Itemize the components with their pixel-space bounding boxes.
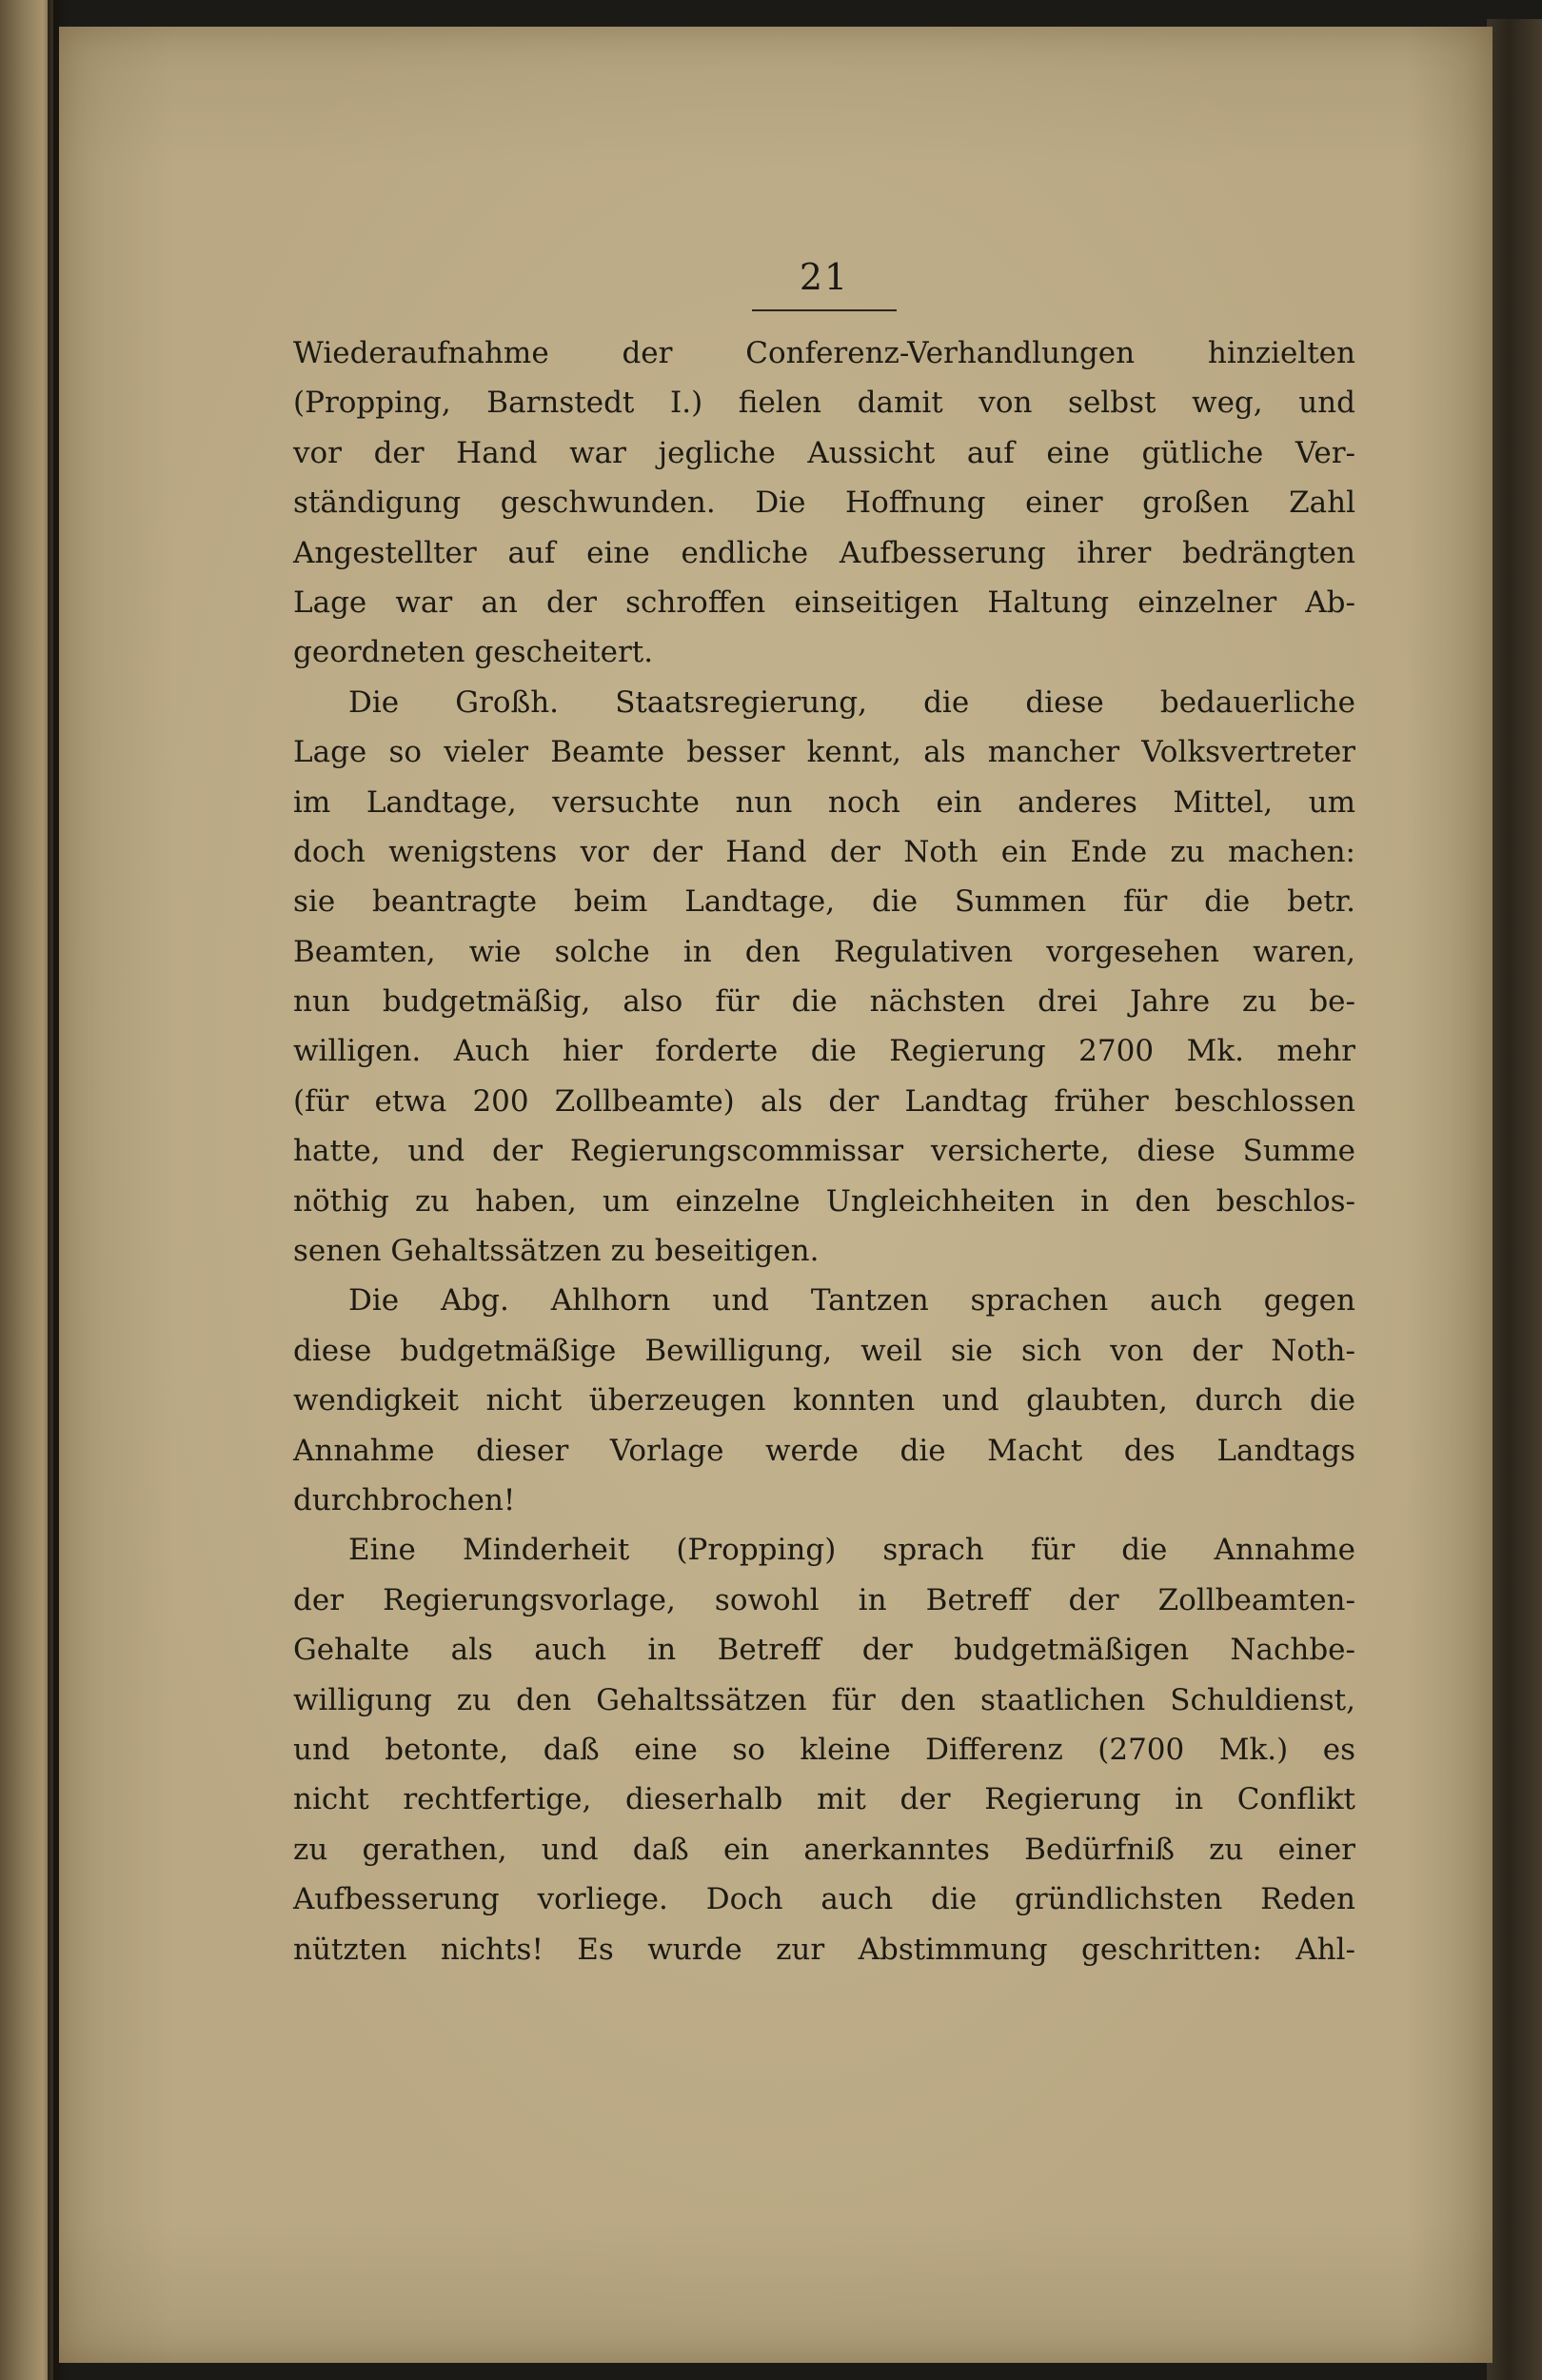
- page-header: [293, 250, 1355, 315]
- page-number: 21: [799, 256, 850, 298]
- page-sheet: [59, 27, 1493, 2363]
- text-line: Aufbesserung vorliege. Doch auch die gründlichsten Reden: [293, 1882, 1355, 1917]
- text-line: hatte, und der Regierungscommissar versicherte, diese Summe: [293, 1134, 1355, 1169]
- text-line: nöthig zu haben, um einzelne Ungleichheiten in den beschlos-: [293, 1183, 1355, 1219]
- text-line: Lage war an der schroffen einseitigen Haltung einzelner Ab-: [293, 585, 1355, 620]
- text-line: (für etwa 200 Zollbeamte) als der Landtag früher beschlossen: [293, 1083, 1355, 1119]
- text-line: nun budgetmäßig, also für die nächsten drei Jahre zu be-: [293, 984, 1355, 1020]
- text-line: Wiederaufnahme der Conferenz-Verhandlungen hinzielten: [293, 336, 1355, 370]
- text-line: doch wenigstens vor der Hand der Noth ein Ende zu machen:: [293, 834, 1355, 869]
- text-line: Annahme dieser Vorlage werde die Macht des Landtags: [293, 1433, 1355, 1468]
- text-line: der Regierungsvorlage, sowohl in Betreff der Zollbeamten-: [293, 1582, 1355, 1617]
- text-line: durchbrochen!: [293, 1482, 516, 1517]
- text-line: willigung zu den Gehaltssätzen für den staatlichen Schuldienst,: [293, 1682, 1355, 1717]
- text-line: Lage so vieler Beamte besser kennt, als mancher Volksvertreter: [293, 735, 1355, 770]
- text-line: Angestellter auf eine endliche Aufbesserung ihrer bedrängten: [293, 535, 1355, 570]
- text-line: Die Abg. Ahlhorn und Tantzen sprachen auch gegen: [348, 1283, 1355, 1319]
- text-line: und betonte, daß eine so kleine Differenz (2700 Mk.) es: [293, 1732, 1355, 1767]
- text-line: nützten nichts! Es wurde zur Abstimmung geschritten: Ahl-: [293, 1932, 1355, 1967]
- text-line: wendigkeit nicht überzeugen konnten und glaubten, durch die: [293, 1383, 1355, 1418]
- text-line: Eine Minderheit (Propping) sprach für die Annahme: [348, 1533, 1355, 1568]
- text-line: im Landtage, versuchte nun noch ein anderes Mittel, um: [293, 784, 1355, 820]
- text-line: Beamten, wie solche in den Regulativen vorgesehen waren,: [293, 934, 1355, 969]
- text-line: zu gerathen, und daß ein anerkanntes Bedürfniß zu einer: [293, 1832, 1355, 1867]
- text-line: willigen. Auch hier forderte die Regierung 2700 Mk. mehr: [293, 1034, 1355, 1069]
- book-cover-edge: [1487, 19, 1542, 2380]
- text-line: vor der Hand war jegliche Aussicht auf eine gütliche Ver-: [293, 435, 1355, 470]
- text-line: sie beantragte beim Landtage, die Summen für die betr.: [293, 884, 1355, 920]
- text-line: Die Großh. Staatsregierung, die diese bedauerliche: [348, 684, 1355, 720]
- text-line: nicht rechtfertige, dieserhalb mit der Regierung in Conflikt: [293, 1782, 1355, 1817]
- text-line: senen Gehaltssätzen zu beseitigen.: [293, 1234, 820, 1269]
- text-line: (Propping, Barnstedt I.) fielen damit von selbst weg, und: [293, 386, 1355, 421]
- header-rule: [752, 309, 897, 311]
- text-line: geordneten gescheitert.: [293, 635, 654, 670]
- text-line: diese budgetmäßige Bewilligung, weil sie sich von der Noth-: [293, 1333, 1355, 1368]
- text-line: Gehalte als auch in Betreff der budgetmäßigen Nachbe-: [293, 1633, 1355, 1668]
- text-line: ständigung geschwunden. Die Hoffnung einer großen Zahl: [293, 486, 1355, 521]
- text-block: [293, 250, 1355, 1974]
- facing-page-edge: [0, 0, 53, 2380]
- body-text: [293, 328, 1355, 1974]
